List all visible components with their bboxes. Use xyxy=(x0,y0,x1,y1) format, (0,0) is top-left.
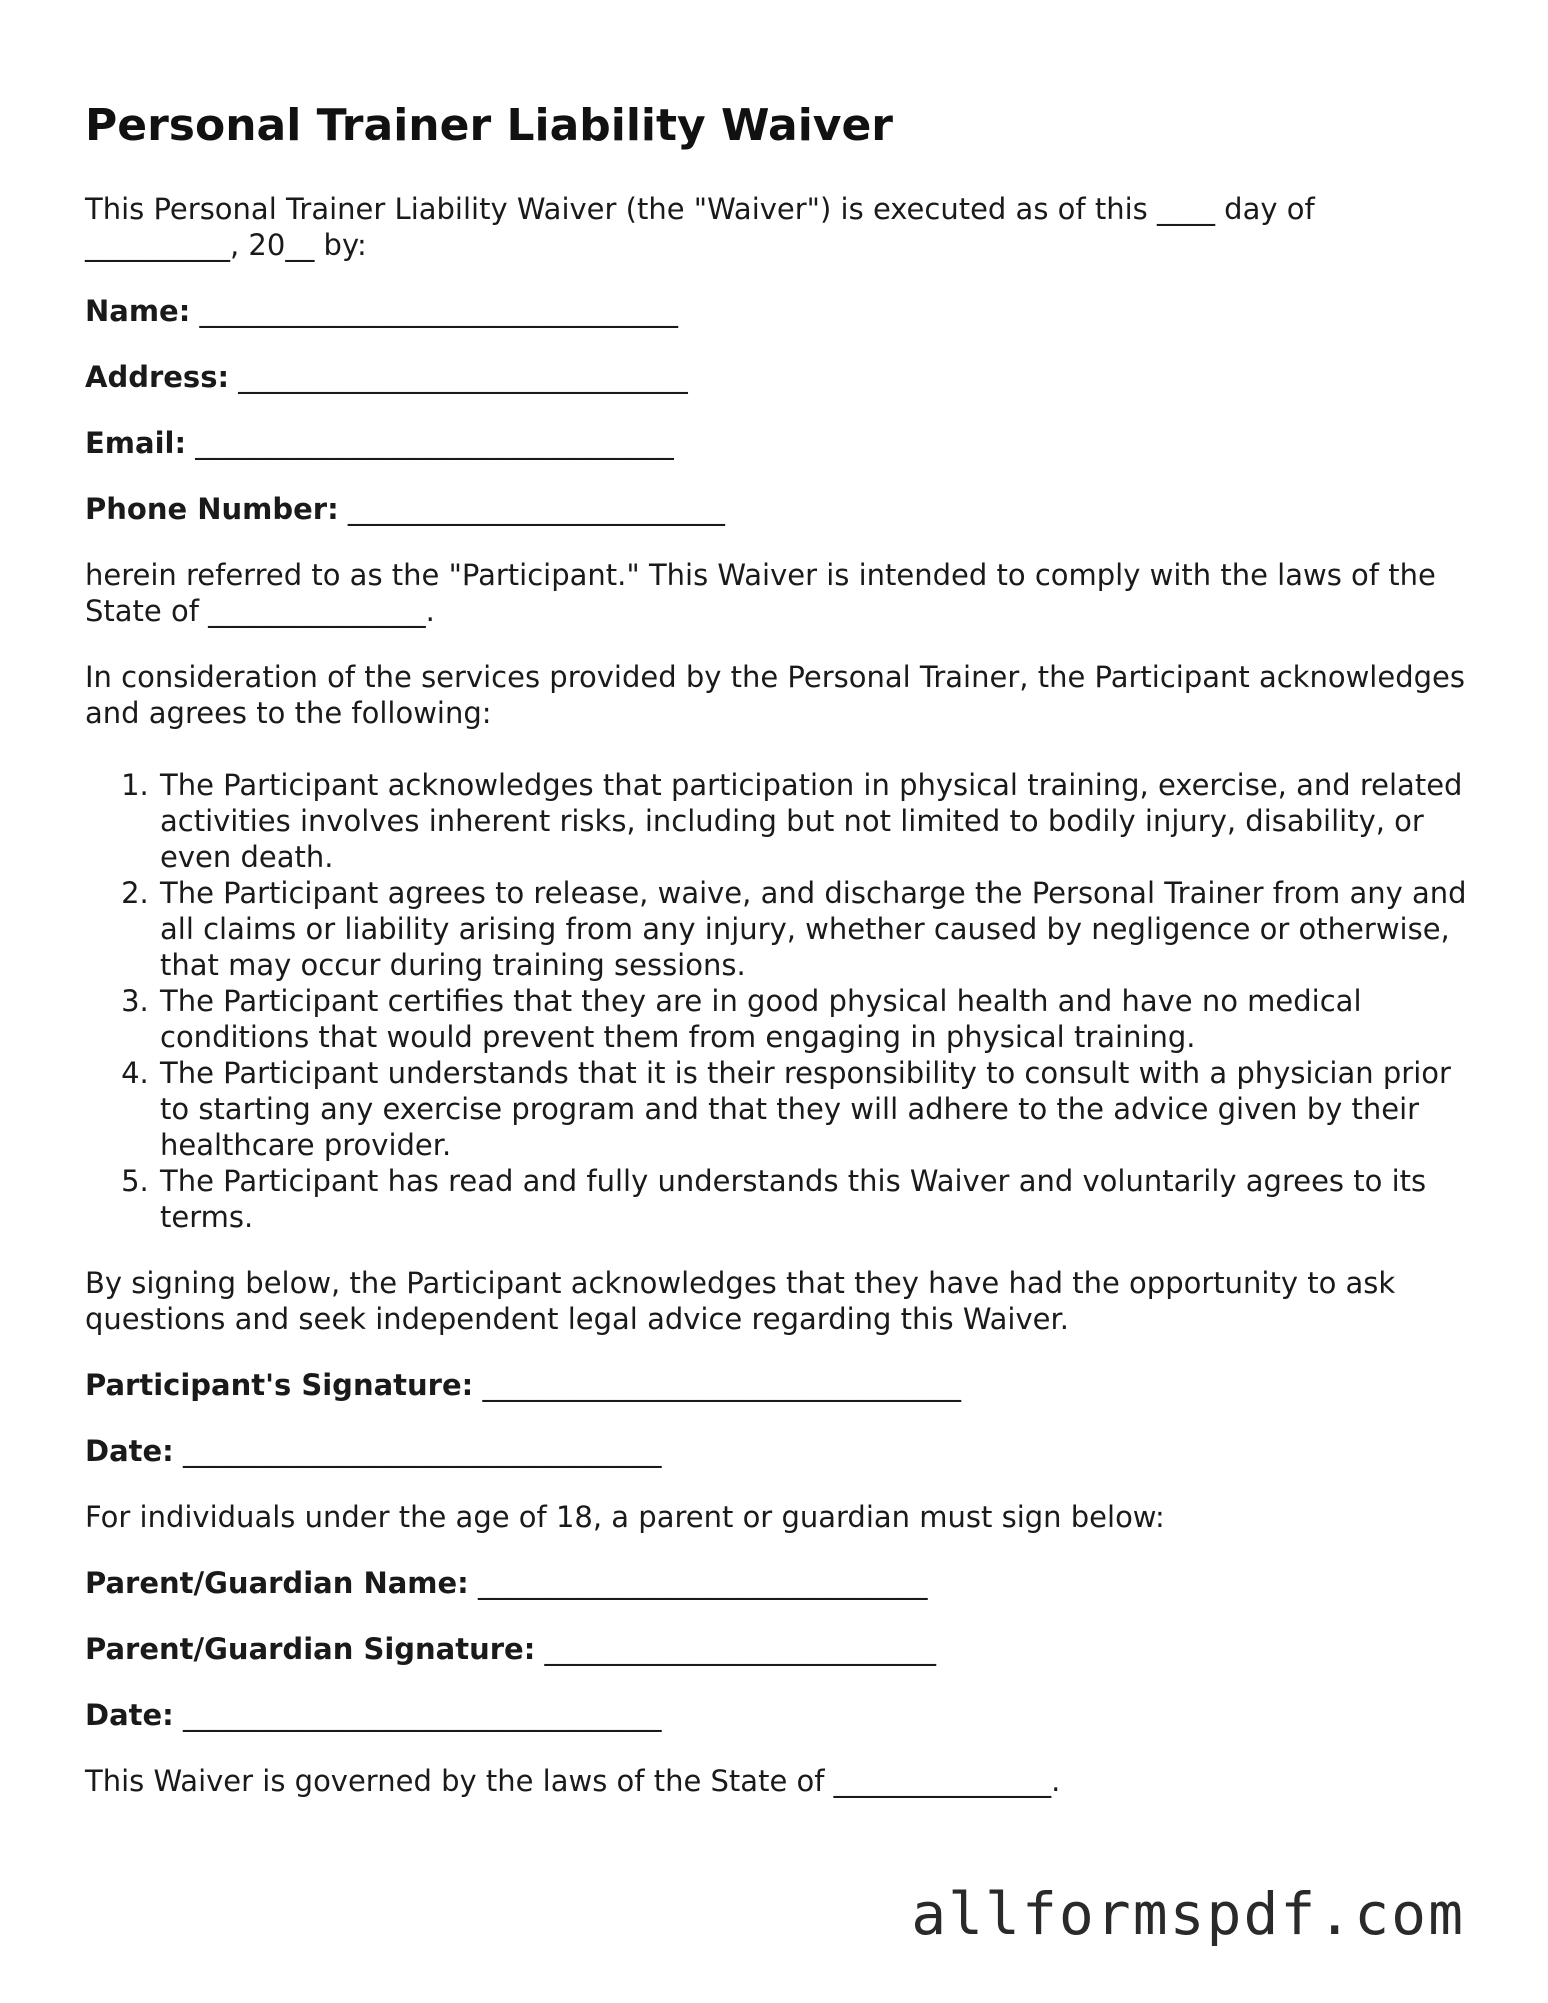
phone-blank[interactable]: __________________________ xyxy=(347,491,725,526)
document-title: Personal Trainer Liability Waiver xyxy=(85,100,894,151)
participant-signature-field xyxy=(85,1367,1475,1403)
participant-signature-label: Participant's Signature: xyxy=(85,1367,474,1402)
guardian-signature-blank[interactable]: ___________________________ xyxy=(544,1631,937,1666)
email-field xyxy=(85,425,1475,461)
guardian-name-blank[interactable]: _______________________________ xyxy=(478,1565,928,1600)
intro-paragraph: This Personal Trainer Liability Waiver (the "Waiver") is executed as of this ____ day of __________, 20__ by: xyxy=(85,191,1315,262)
guardian-signature-label: Parent/Guardian Signature: xyxy=(85,1631,536,1666)
participant-date-blank[interactable]: _________________________________ xyxy=(183,1433,662,1468)
term-item: 2. The Participant agrees to release, waive, and discharge the Personal Trainer from any and all claims or liability arising from any injury, whether caused by negligence or otherwise, that may occur during training sessions. xyxy=(158,875,1475,983)
term-item: 3. The Participant certifies that they are in good physical health and have no medical conditions that would prevent them from engaging in physical training. xyxy=(158,983,1475,1055)
participant-date-label: Date: xyxy=(85,1433,174,1468)
participant-date-field xyxy=(85,1433,1475,1469)
address-label: Address: xyxy=(85,359,230,394)
term-item: 1. The Participant acknowledges that participation in physical training, exercise, and related activities involves inherent risks, including but not limited to bodily injury, disability, or even death. xyxy=(158,767,1475,875)
name-blank[interactable]: _________________________________ xyxy=(199,293,679,328)
email-blank[interactable]: _________________________________ xyxy=(195,425,674,460)
guardian-name-label: Parent/Guardian Name: xyxy=(85,1565,469,1600)
guardian-date-blank[interactable]: _________________________________ xyxy=(183,1697,662,1732)
name-label: Name: xyxy=(85,293,191,328)
guardian-date-field xyxy=(85,1697,1475,1733)
guardian-name-field xyxy=(85,1565,1475,1601)
guardian-date-label: Date: xyxy=(85,1697,174,1732)
guardian-signature-field xyxy=(85,1631,1475,1667)
document-page xyxy=(85,100,1475,1829)
address-blank[interactable]: _______________________________ xyxy=(238,359,688,394)
minor-paragraph: For individuals under the age of 18, a parent or guardian must sign below: xyxy=(85,1499,1165,1534)
watermark: allformspdf.com xyxy=(911,1880,1465,1948)
phone-label: Phone Number: xyxy=(85,491,339,526)
term-item: 4. The Participant understands that it is their responsibility to consult with a physician prior to starting any exercise program and that they will adhere to the advice given by their healthcare provider. xyxy=(158,1055,1475,1163)
term-item: 5. The Participant has read and fully understands this Waiver and voluntarily agrees to its terms. xyxy=(158,1163,1475,1235)
participant-signature-blank[interactable]: _________________________________ xyxy=(482,1367,961,1402)
participant-paragraph: herein referred to as the "Participant." This Waiver is intended to comply with the laws of the State of _______________. xyxy=(85,557,1436,628)
consideration-paragraph: In consideration of the services provided by the Personal Trainer, the Participant acknowledges and agrees to the following: xyxy=(85,659,1465,730)
signing-paragraph: By signing below, the Participant acknowledges that they have had the opportunity to ask questions and seek independent legal advice regarding this Waiver. xyxy=(85,1265,1396,1336)
email-label: Email: xyxy=(85,425,187,460)
governing-law-paragraph: This Waiver is governed by the laws of the State of _______________. xyxy=(85,1763,1061,1798)
terms-list xyxy=(85,767,1475,1235)
name-field xyxy=(85,293,1475,329)
phone-field xyxy=(85,491,1475,527)
address-field xyxy=(85,359,1475,395)
